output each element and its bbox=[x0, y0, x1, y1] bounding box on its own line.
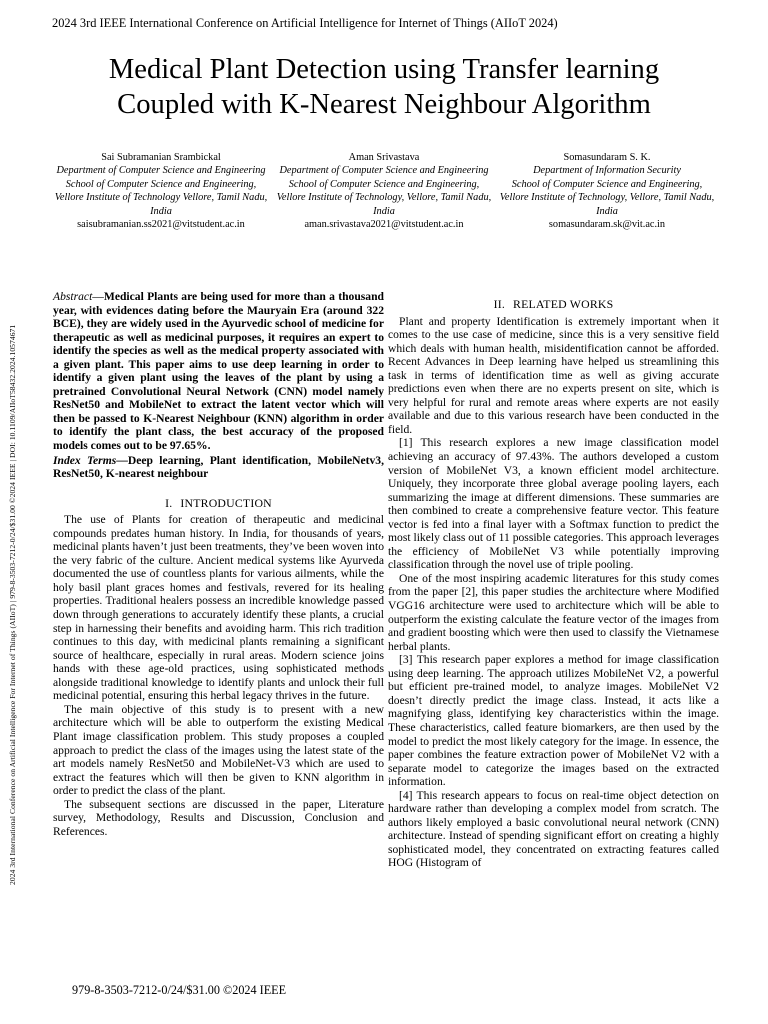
index-terms-text: —Deep learning, Plant identification, MobileNetv3, ResNet50, K-nearest neighbour bbox=[53, 453, 384, 481]
section-title: RELATED WORKS bbox=[513, 297, 614, 311]
author-affiliation: School of Computer Science and Engineering, Vellore Institute of Technology, Vellore, Tamil Nadu, India bbox=[276, 178, 492, 217]
abstract bbox=[53, 290, 384, 453]
title-line-2: Coupled with K-Nearest Neighbour Algorithm bbox=[117, 89, 651, 120]
author-affiliation: School of Computer Science and Engineering, Vellore Institute of Technology, Vellore, Tamil Nadu, India bbox=[499, 178, 715, 217]
related-paragraph-1: Plant and property Identification is extremely important when it comes to the use case of medicine, since this is a very sensitive field which deals with human health, misidentification cannot be afforded. Recent Advances in Deep learning have helped us streamlining this task in terms of identification time as well as giving accurate predictions even when there are no experts present on site, which is very helpful for rural and remote areas where experts are not easily available and due to this various research have been conducted in the field. bbox=[388, 314, 719, 436]
section-heading-introduction bbox=[53, 497, 384, 511]
copyright-footer: 979-8-3503-7212-0/24/$31.00 ©2024 IEEE bbox=[72, 983, 287, 997]
intro-paragraph-3: The subsequent sections are discussed in the paper, Literature survey, Methodology, Results and Discussion, Conclusion and References. bbox=[53, 797, 384, 838]
section-title: INTRODUCTION bbox=[180, 495, 272, 510]
index-terms-label: Index Terms bbox=[53, 453, 117, 467]
section-heading-related-works bbox=[388, 298, 719, 312]
index-terms bbox=[53, 454, 384, 481]
related-paragraph-4: [3] This research paper explores a method for image classification using deep learning. The approach utilizes MobileNet V2, a powerful but efficient pre-trained model, to analyze images. MobileNet V2 doesn’t directly predict the image class. Instead, it acts like a magnifying glass, identifying key characteristics within the image. These characteristics, called feature biomarkers, are then used by the model to predict the most likely category for the image. In essence, the paper combines the feature extraction power of MobileNet V2 with a separate model to categorize the images based on the extracted information. bbox=[388, 653, 719, 789]
doi-side-text: 2024 3rd International Conference on Artificial Intelligence For Internet of Things (AIIoT) | 979-8-3503-7212-0/24/$31.00 ©2024 IEEE | DOI: 10.1109/AIIoT58432.2024.10574671 bbox=[8, 324, 17, 885]
related-paragraph-2: [1] This research explores a new image classification model achieving an accuracy of 97.43%. The authors developed a custom version of MobileNet V3, a known efficient model architecture. Uniquely, they incorporate three global average pooling layers, each summarizing the image at different dimensions. These summaries are then combined to create a comprehensive feature vector. This feature vector is fed into a final layer with a Softmax function to predict the most likely class out of 11 possible categories. This approach leverages the efficiency of MobileNet V3 while potentially improving classification through the novel use of triple pooling. bbox=[388, 436, 719, 572]
author-email: aman.srivastava2021@vitstudent.ac.in bbox=[304, 219, 464, 231]
abstract-dash: — bbox=[92, 290, 104, 303]
author-email: somasundaram.sk@vit.ac.in bbox=[548, 219, 666, 231]
abstract-text: Medical Plants are being used for more than a thousand year, with evidences dating before the Mauryain Era (around 322 BCE), they are widely used in the Ayurvedic school of medicine for therapeutic as well as medicinal purposes, it requires an expert to identify the species as well as the medical property associated with a given plant. This paper aims to use deep learning in order to identify a given plant using the leaves of the plant by using a pretrained Convolutional Neural Network (CNN) model namely ResNet50 and MobileNet to extract the latent vector which will then be passed to K-Nearest Neighbour (KNN) algorithm in order to identify the plant class, the best accuracy of the proposed models comes out to be 97.65%. bbox=[53, 290, 384, 453]
author-email: saisubramanian.ss2021@vitstudent.ac.in bbox=[77, 219, 245, 231]
related-paragraph-5: [4] This research appears to focus on real-time object detection on hardware rather than developing a complex model from scratch. The authors likely employed a basic convolutional neural network (CNN) architecture. Instead of spending significant effort on creating a highly sophisticated model, they concentrated on extracting features called HOG (Histogram of bbox=[388, 788, 719, 870]
author-dept: Department of Information Security bbox=[533, 165, 681, 177]
intro-paragraph-2: The main objective of this study is to present with a new architecture which will be able to outperform the existing Medical Plant image classification problem. This study proposes a coupled approach to predict the class of the images using the latest state of the art models namely ResNet50 and MobileNet-V3 which are used to extract the features which will then be given to KNN algorithm in order to predict the class of the plant. bbox=[53, 702, 384, 798]
left-column bbox=[53, 290, 384, 838]
author-block-3 bbox=[498, 151, 716, 231]
conference-header: 2024 3rd IEEE International Conference on Artificial Intelligence for Internet of Things (AIIoT 2024) bbox=[52, 16, 558, 30]
section-number: I. bbox=[165, 495, 173, 510]
related-paragraph-3: One of the most inspiring academic literatures for this study comes from the paper [2], this paper studies the architecture where Modified VGG16 architecture were used to architecture which will be able to outperform the existing calculate the feature vector of the images from and gradient boosting which were then used to classify the Vietnamese herbal plants. bbox=[388, 571, 719, 653]
author-affiliation: School of Computer Science and Engineering, Vellore Institute of Technology Vellore, Tamil Nadu, India bbox=[54, 178, 268, 217]
author-dept: Department of Computer Science and Engineering bbox=[56, 165, 266, 177]
author-block-1 bbox=[52, 151, 270, 231]
author-dept: Department of Computer Science and Engineering bbox=[279, 165, 489, 177]
section-number: II. bbox=[493, 297, 506, 311]
intro-paragraph-1: The use of Plants for creation of therapeutic and medicinal compounds predates human history. In India, for thousands of years, medicinal plants haven’t just been treatments, they’ve been woven into the very fabric of the culture. Ancient medical systems like Ayurveda documented the use of countless plants for various ailments, while the holy basil plant graces homes and festivals, revered for its healing properties. Traditional healers possess an incredible knowledge passed down through generations to accurately identify these plants, a crucial step in harnessing their benefits and avoiding harm. This rich tradition continues to this day, with medicinal plants remaining a significant source of healthcare, especially in rural areas. Modern science joins hands with these age-old practices, using sophisticated methods alongside traditional knowledge to identify plants and unlock their full medicinal potential, ensuring this herbal legacy thrives in the future. bbox=[53, 513, 384, 703]
author-block-2 bbox=[275, 151, 493, 231]
abstract-label: Abstract bbox=[53, 290, 93, 303]
author-name: Aman Srivastava bbox=[348, 152, 420, 163]
right-column bbox=[388, 298, 719, 870]
title-line-1: Medical Plant Detection using Transfer learning bbox=[108, 54, 660, 85]
author-name: Sai Subramanian Srambickal bbox=[101, 152, 221, 163]
paper-title bbox=[40, 52, 728, 122]
author-name: Somasundaram S. K. bbox=[563, 152, 651, 163]
